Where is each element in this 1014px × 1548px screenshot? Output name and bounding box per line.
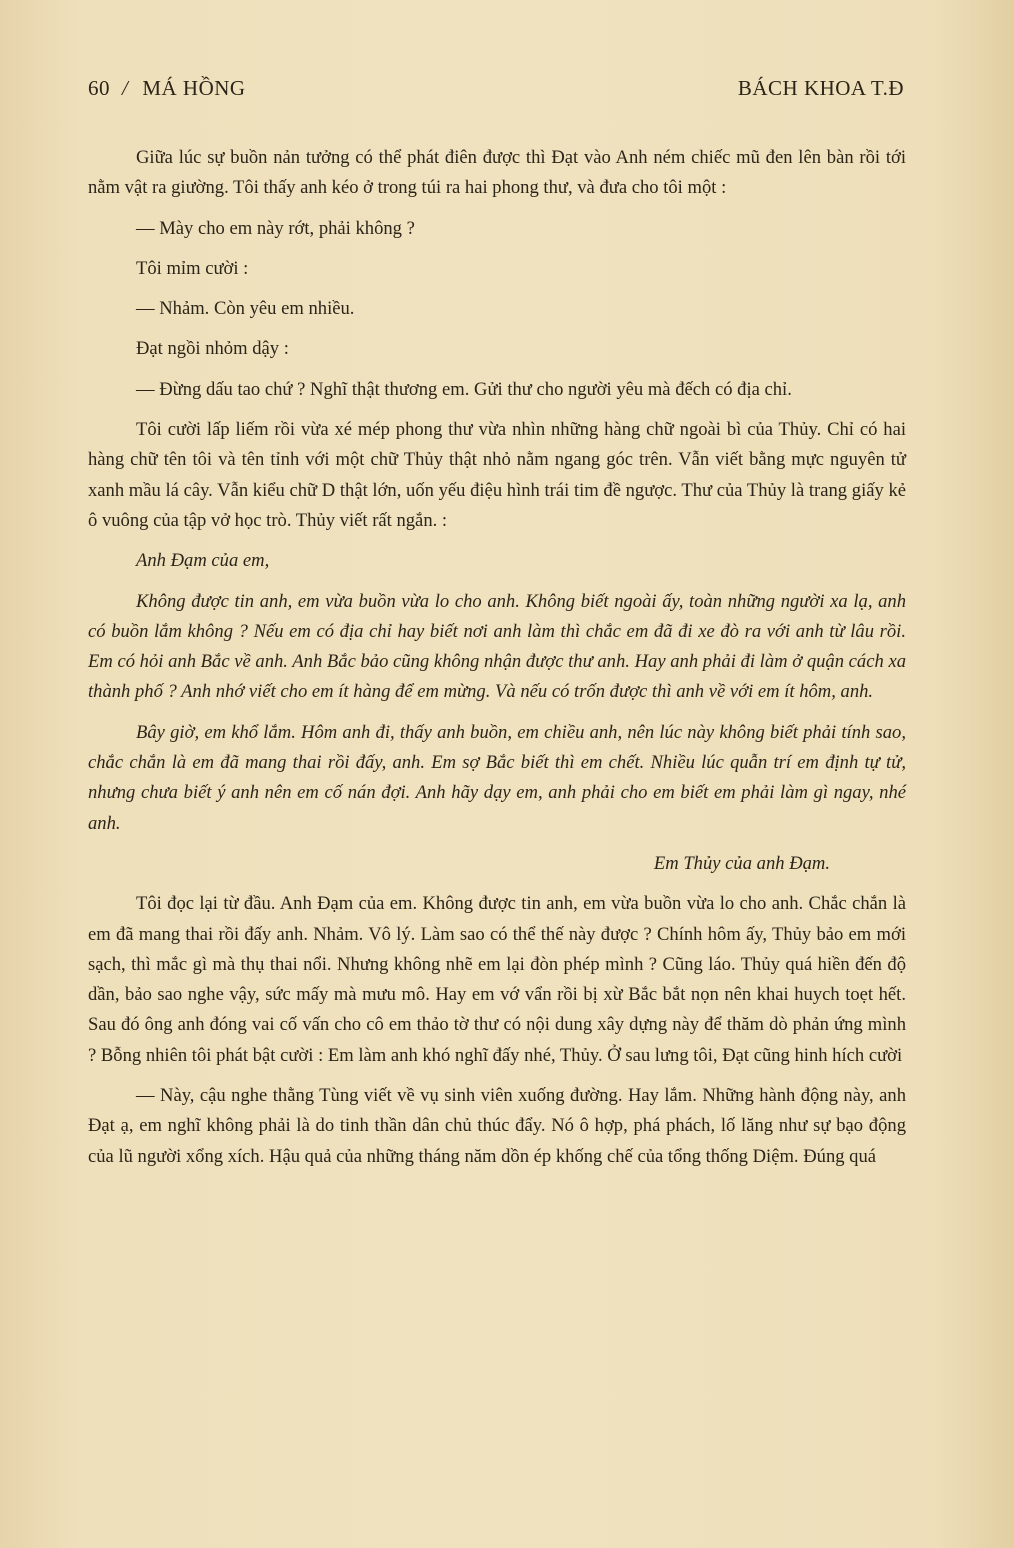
page-body	[88, 143, 906, 1172]
paragraph: Giữa lúc sự buồn nản tưởng có thể phát điên được thì Đạt vào Anh ném chiếc mũ đen lên bàn rồi tới nằm vật ra giường. Tôi thấy anh kéo ở trong túi ra hai phong thư, và đưa cho tôi một :	[88, 147, 906, 199]
paragraph: Tôi cười lấp liếm rồi vừa xé mép phong thư vừa nhìn những hàng chữ ngoài bì của Thủy. Chỉ có hai hàng chữ tên tôi và tên tỉnh với một chữ Thủy thật nhỏ nằm ngang góc trên. Vẫn viết bằng mực nguyên tử xanh mầu lá cây. Vẫn kiểu chữ D thật lớn, uốn yếu điệu hình trái tim đề ngược. Thư của Thủy là trang giấy kẻ ô vuông của tập vở học trò. Thủy viết rất ngắn. :	[88, 419, 906, 531]
author-name: MÁ HỒNG	[142, 76, 246, 100]
dialogue-line: — Mày cho em này rớt, phải không ?	[136, 217, 415, 239]
dialogue-line: — Đừng dấu tao chứ ? Nghĩ thật thương em. Gửi thư cho người yêu mà đếch có địa chỉ.	[136, 378, 792, 400]
paragraph: Tôi đọc lại từ đầu. Anh Đạm của em. Không được tin anh, em vừa buồn vừa lo cho anh. Chắc chắn là em đã mang thai rồi đấy anh. Nhảm. Vô lý. Làm sao có thể thế này được ? Chính hôm ấy, Thủy bảo em mới sạch, thì mắc gì mà thụ thai nổi. Nhưng không nhẽ em lại đòn phép mình ? Cũng láo. Thủy quá hiền đến độ dần, bảo sao nghe vậy, sức mấy mà mưu mô. Hay em vớ vẩn rồi bị xừ Bắc bắt nọn nên khai huych toẹt hết. Sau đó ông anh đóng vai cố vấn cho cô em thảo tờ thư có nội dung xây dựng này để thăm dò phản ứng mình ? Bỗng nhiên tôi phát bật cười : Em làm anh khó nghĩ đấy nhé, Thủy. Ở sau lưng tôi, Đạt cũng hinh hích cười	[88, 893, 906, 1066]
paragraph: Tôi mỉm cười :	[136, 257, 249, 279]
letter-signature: Em Thủy của anh Đạm.	[653, 852, 830, 874]
letter-paragraph: Không được tin anh, em vừa buồn vừa lo cho anh. Không biết ngoài ấy, toàn những người xa lạ, anh có buồn lắm không ? Nếu em có địa chỉ hay biết nơi anh làm thì chắc em đã đi xe đò ra với anh từ lâu rồi. Em có hỏi anh Bắc về anh. Anh Bắc bảo cũng không nhận được thư anh. Hay anh phải đi làm ở quận cách xa thành phố ? Anh nhớ viết cho em ít hàng để em mừng. Và nếu có trốn được thì anh về với em ít hôm, anh.	[88, 590, 906, 703]
header-separator: /	[122, 76, 129, 100]
paragraph: Đạt ngồi nhỏm dậy :	[136, 338, 289, 360]
letter-salutation: Anh Đạm của em,	[136, 550, 270, 572]
letter-paragraph: Bây giờ, em khổ lắm. Hôm anh đi, thấy anh buồn, em chiều anh, nên lúc này không biết phải tính sao, chắc chắn là em đã mang thai rồi đấy, anh. Em sợ Bắc biết thì em chết. Nhiều lúc quẫn trí em định tự tử, nhưng chưa biết ý anh nên em cố nán đợi. Anh hãy dạy em, anh phải cho em biết em phải làm gì ngay, nhé anh.	[88, 721, 906, 834]
page-number: 60	[88, 76, 110, 100]
dialogue-line: — Này, cậu nghe thằng Tùng viết về vụ sinh viên xuống đường. Hay lắm. Những hành động này, anh Đạt ạ, em nghĩ không phải là do tinh thần dân chủ thúc đẩy. Nó ô hợp, phá phách, lố lăng như sự bạo động của lũ người xổng xích. Hậu quả của những tháng năm dồn ép khống chế của tổng thống Diệm. Đúng quá	[88, 1085, 906, 1167]
journal-name: BÁCH KHOA T.Đ	[737, 76, 904, 100]
header-left	[88, 76, 246, 101]
running-header	[88, 76, 904, 108]
dialogue-line: — Nhảm. Còn yêu em nhiều.	[136, 298, 355, 320]
